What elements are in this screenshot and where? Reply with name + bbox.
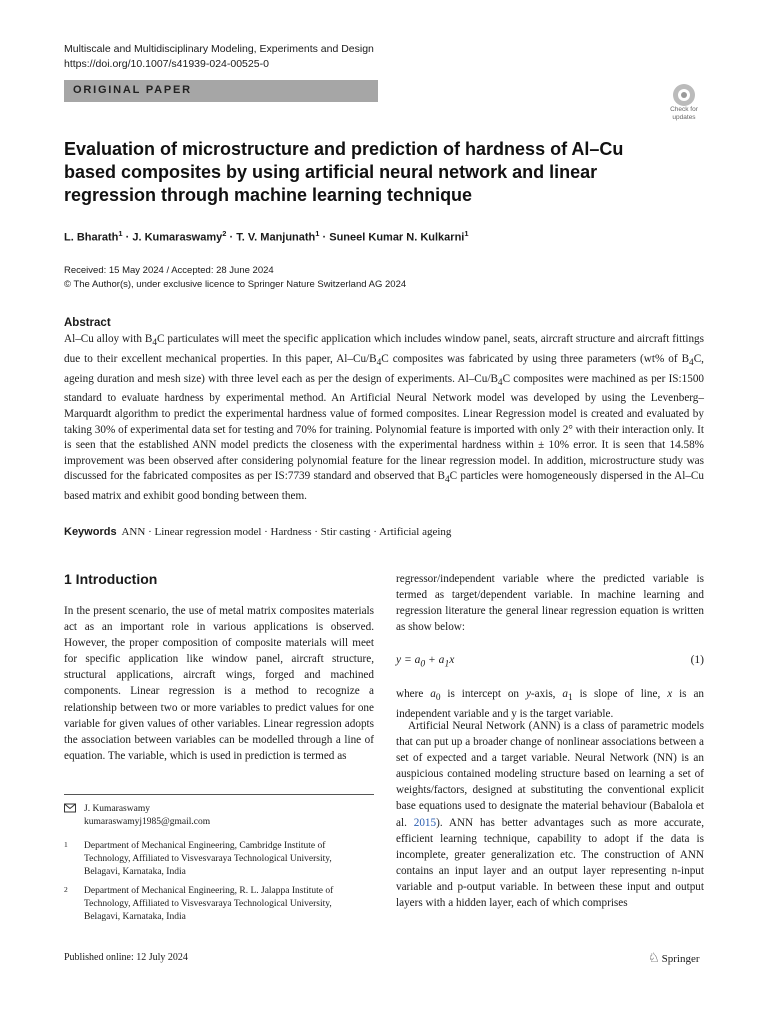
author-name: T. V. Manjunath <box>236 231 316 244</box>
journal-header <box>64 42 374 72</box>
author-affil-marker: 1 <box>118 229 123 238</box>
abstract-heading: Abstract <box>64 317 111 329</box>
paper-type-label: ORIGINAL PAPER <box>73 84 192 96</box>
author-list <box>64 229 469 244</box>
crossmark-badge[interactable] <box>664 84 704 126</box>
author-name: L. Bharath <box>64 231 119 244</box>
author-name: J. Kumaraswamy <box>132 231 223 244</box>
published-date: Published online: 12 July 2024 <box>64 952 188 963</box>
author-affil-marker: 1 <box>464 229 469 238</box>
affiliation-text: Department of Mechanical Engineering, R. L. Jalappa Institute of Technology, Affiliated to Visvesvaraya Technological University, Belagavi, Karnataka, India <box>84 886 334 922</box>
equation-number: (1) <box>690 654 704 666</box>
envelope-icon <box>64 803 76 818</box>
paper-title: Evaluation of microstructure and prediction of hardness of Al–Cu based composites by using artificial neural network and linear regression through machine learning technique <box>64 139 624 205</box>
keywords-line <box>64 526 451 538</box>
keywords-list: ANN · Linear regression model · Hardness · Stir casting · Artificial ageing <box>121 526 452 538</box>
received-accepted: Received: 15 May 2024 / Accepted: 28 June 2024 <box>64 265 274 276</box>
keywords-label: Keywords <box>64 526 117 538</box>
equation-explanation: where $a_0$ is intercept on y-axis, $a_1$ is slope of line, x is an independent variable and y is the target variable. <box>396 688 704 721</box>
affiliation-text: Department of Mechanical Engineering, Cambridge Institute of Technology, Affiliated to Visvesvaraya Technological University, Belagavi, Karnataka, India <box>84 841 332 877</box>
publisher-name: Springer <box>661 953 700 965</box>
equation-body: $y = a_0 + a_1x$ <box>396 654 455 670</box>
author-separator: · <box>322 231 330 244</box>
equation-1 <box>396 654 704 669</box>
ann-paragraph: Artificial Neural Network (ANN) is a class of parametric models that can put up a broader change of nonlinear associations between a set of expected and a target variable. Neural Network (NN) is an auspicious contained modeling structure based on learning a set of weights/factors, designed at substituting the conventional explicit base equations used to designate the material behaviour (Babalola et al. 2015). ANN has better advantages such as more accurate, efficient learning technique, capability to adopt if the data is incomplete, greater generalization etc. The construction of ANN contains an input layer and an output layer representing n-input variable and p-output variable. In between these input and output layers with a hidden layer, each of which comprises <box>396 720 705 910</box>
intro-paragraph: In the present scenario, the use of metal matrix composites materials act as an important role in various applications is observed. However, the proper composition of composite materials will meet for specific application like window panel, aircraft structure, structural applications, aircraft wings, forged and machined components. Linear regression is a method to recognize a relationship between two or more variables to predict values for one variable for given values of other variables. Linear regression adopts the association between variables can be modelled through a line of equation. The variable, which is used in prediction is termed as <box>64 605 374 762</box>
publisher-logo <box>648 950 700 966</box>
author-separator: · <box>229 231 237 244</box>
author-name: Suneel Kumar N. Kulkarni <box>329 231 465 244</box>
abstract-body: Al–Cu alloy with $B_4C$ particulates will meet the specific application which includes window panel, seats, aircraft structure and aircraft fittings due to their excellent mechanical properties. In this paper, $Al-Cu/B_4C$ composites was fabricated by using three parameters (wt% of $B_4C$, ageing duration and mesh size) with three level each as per the design of experiments. $Al-Cu/B_4C$ composites were machined as per IS:1500 standard to evaluate hardness by experimental method. An Artificial Neural Network model was developed by using the Levenberg–Marquardt algorithm to predict the experimental hardness value of formed composites. Linear Regression model is created and evaluated by taking 30% of experimental data set for testing and 70% for training. Polynomial feature is imported with only 2° with their interaction only. It is seen that the established ANN model predicts the closeness with the experimental hardness within ± 10% error. It is seen that 14.58% improvement was been observed after considering polynomial feature for the linear regression model. In addition, microstructure study was discussed for the fabricated composites as per IS:7739 standard and observed that $B_4C$ particles were homogeneously dispersed in the Al–Cu based matrix and exhibit good bonding between them. <box>64 333 705 503</box>
section-heading-introduction: 1 Introduction <box>64 571 158 587</box>
crossmark-label: Check for updates <box>670 106 698 121</box>
paper-type-banner <box>64 80 378 102</box>
springer-horse-icon: ♘ <box>648 950 660 965</box>
affiliation-number: 1 <box>64 840 68 849</box>
copyright-notice: © The Author(s), under exclusive licence to Springer Nature Switzerland AG 2024 <box>64 279 407 290</box>
affiliation-number: 2 <box>64 885 68 894</box>
contact-name: J. Kumaraswamy <box>84 804 150 814</box>
doi-link[interactable]: https://doi.org/10.1007/s41939-024-00525-0 <box>64 58 269 70</box>
author-affil-marker: 1 <box>315 229 320 238</box>
contact-email[interactable]: kumaraswamyj1985@gmail.com <box>84 817 211 827</box>
article-dates <box>64 264 406 292</box>
author-affil-marker: 2 <box>222 229 227 238</box>
author-separator: · <box>125 231 133 244</box>
footnote-divider <box>64 794 374 795</box>
intro-paragraph-continued: regressor/independent variable where the predicted variable is termed as target/dependent variable. In machine learning and regression literature the general linear regression equation is written as show below: <box>396 573 704 634</box>
crossmark-icon <box>673 84 695 106</box>
journal-name: Multiscale and Multidisciplinary Modeling, Experiments and Design <box>64 43 374 55</box>
